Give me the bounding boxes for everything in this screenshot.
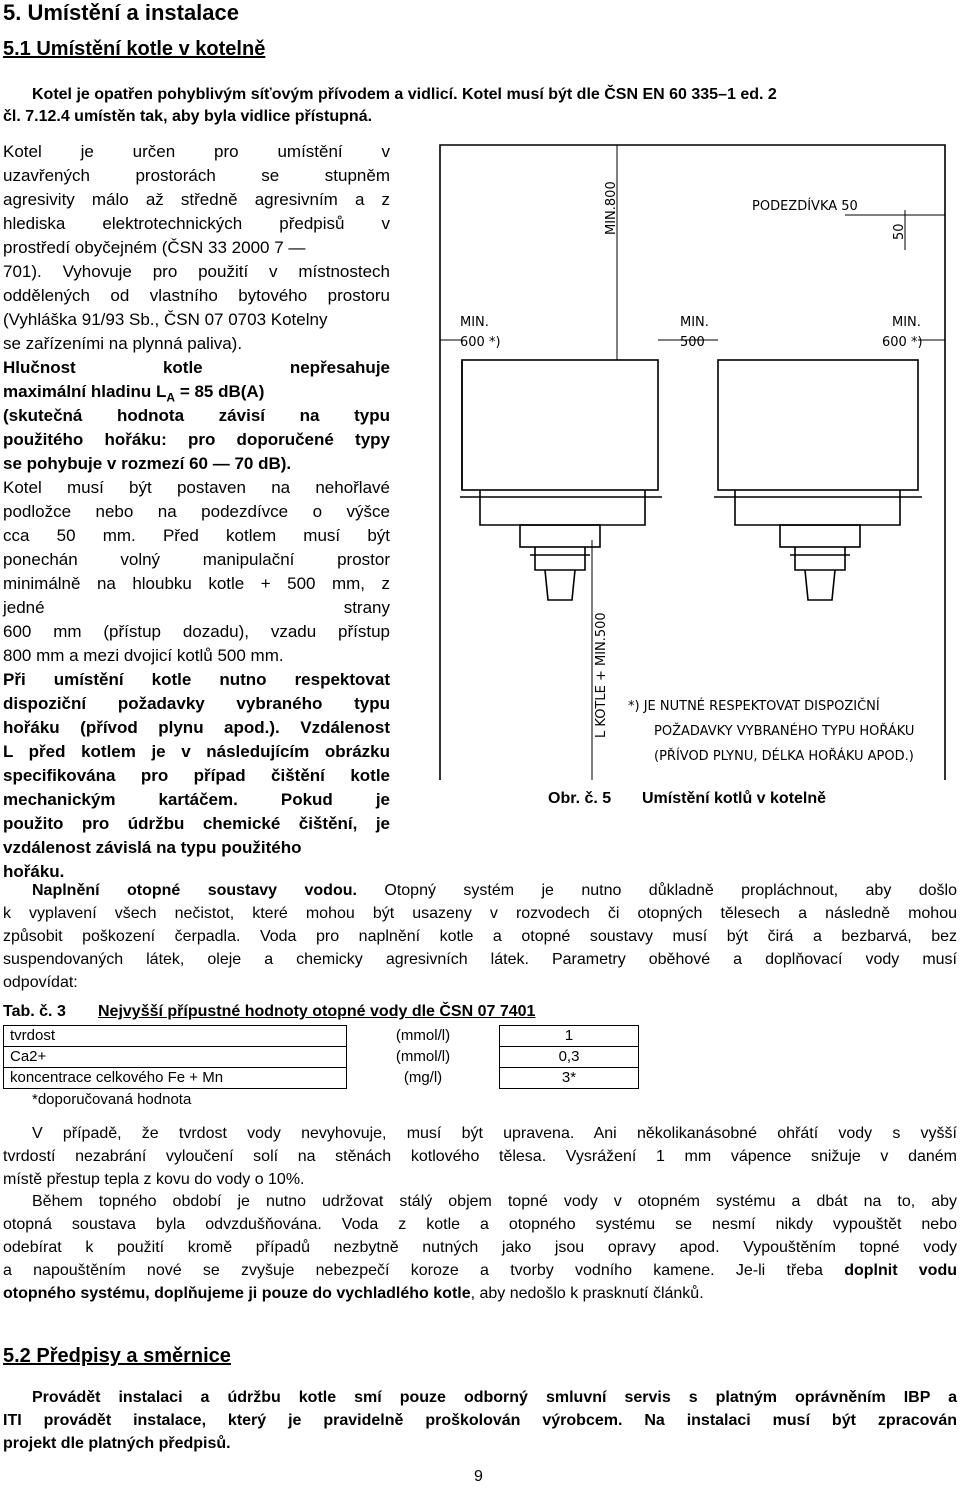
intro-line-2: čl. 7.12.4 umístěn tak, aby byla vidlice přístupná. bbox=[3, 108, 373, 125]
text-line: projekt dle platných předpisů. bbox=[3, 1435, 231, 1452]
heating-bold-2: otopného systému, doplňujeme ji pouze do vychladlého kotle bbox=[3, 1285, 471, 1302]
label-600-left: 600 *) bbox=[460, 335, 501, 350]
text-line: Provádět instalaci a údržbu kotle smí pouze odborný smluvní servis s platným oprávněním IBP a bbox=[32, 1389, 957, 1406]
param-value: 0,3 bbox=[500, 1047, 639, 1068]
noise-value: = 85 dB(A) bbox=[175, 382, 265, 401]
text-line-mixed bbox=[3, 1285, 704, 1303]
param-name: koncentrace celkového Fe + Mn bbox=[4, 1068, 347, 1089]
text-line: jedné strany bbox=[3, 598, 390, 617]
label-podezdivka: PODEZDÍVKA 50 bbox=[752, 199, 858, 214]
param-value: 1 bbox=[500, 1026, 639, 1047]
text-line: (Vyhláška 91/93 Sb., ČSN 07 0703 Kotelny bbox=[3, 310, 328, 329]
page-number: 9 bbox=[474, 1468, 483, 1485]
param-unit: (mg/l) bbox=[403, 1069, 443, 1086]
label-min800: MIN.800 bbox=[604, 181, 619, 235]
table-title-text: Nejvyšší přípustné hodnoty otopné vody dle ČSN 07 7401 bbox=[98, 1003, 536, 1020]
param-unit: (mmol/l) bbox=[395, 1027, 451, 1044]
text-line: Při umístění kotle nutno respektovat bbox=[3, 670, 390, 689]
text-line: V případě, že tvrdost vody nevyhovuje, musí být upravena. Ani několikanásobné ohřátí vody s vyšší bbox=[32, 1125, 957, 1142]
burner-right bbox=[735, 490, 900, 525]
text-line-mixed bbox=[3, 1262, 957, 1280]
heating-paragraph bbox=[3, 1193, 957, 1313]
text-line: se pohybuje v rozmezí 60 — 70 dB). bbox=[3, 454, 292, 473]
text-line: Během topného období je nutno udržovat stálý objem topné vody v otopném systému a dbát na to, aby bbox=[32, 1193, 957, 1210]
figure-caption-number: Obr. č. 5 bbox=[548, 790, 612, 807]
text-line: tvrdostí nezabrání vyloučení solí na stěnách kotlového tělesa. Vysrážení 1 mm vápence snižuje v daném bbox=[3, 1148, 957, 1165]
water-parameters-table bbox=[3, 1025, 639, 1089]
left-column bbox=[3, 142, 390, 881]
boiler-left bbox=[462, 360, 658, 490]
figure-note-3: (PŘÍVOD PLYNU, DÉLKA HOŘÁKU APOD.) bbox=[654, 749, 914, 764]
heating-bold-1: doplnit vodu bbox=[844, 1262, 957, 1279]
burner-left bbox=[480, 490, 645, 525]
text-line: oddělených od vlastního bytového prostoru bbox=[3, 286, 390, 305]
section-5-2-paragraph bbox=[3, 1389, 957, 1459]
filling-text: Otopný systém je nutno důkladně propláchnout, aby došlo bbox=[384, 882, 957, 899]
text-line: místě přestup tepla z kovu do vody o 10%. bbox=[3, 1171, 305, 1188]
table-title-number: Tab. č. 3 bbox=[3, 1003, 66, 1020]
table-row bbox=[4, 1026, 639, 1047]
subsection-heading: 5.1 Umístění kotle v kotelně bbox=[3, 38, 266, 60]
text-line: agresivity málo až středně agresivním a z bbox=[3, 190, 390, 209]
text-line: ITI provádět instalace, který je pravidelně proškolován výrobcem. Na instalaci musí být zpracován bbox=[3, 1412, 957, 1429]
text-line: minimálně na hloubku kotle + 500 mm, z bbox=[3, 574, 390, 593]
text-line: hořáku (přívod plynu apod.). Vzdálenost bbox=[3, 718, 390, 737]
text-line: se zařízeními na plynná paliva). bbox=[3, 334, 243, 353]
param-name: Ca2+ bbox=[4, 1047, 347, 1068]
text-line: specifikována pro případ čištění kotle bbox=[3, 766, 390, 785]
filling-heading: Naplnění otopné soustavy vodou. bbox=[32, 882, 357, 899]
label-600-right: 600 *) bbox=[882, 335, 923, 350]
label-min-middle: MIN. bbox=[680, 315, 709, 330]
heating-text: a napouštěním nové se zvyšuje nebezpečí koroze a tvorby vodního kamene. Je-li třeba bbox=[3, 1262, 823, 1279]
text-line: L před kotlem je v následujícím obrázku bbox=[3, 742, 390, 761]
label-500: 500 bbox=[680, 335, 705, 350]
param-name: tvrdost bbox=[4, 1026, 347, 1047]
text-line: 701). Vyhovuje pro použití v místnostech bbox=[3, 262, 390, 281]
label-50: 50 bbox=[892, 223, 907, 240]
boiler-layout-drawing bbox=[430, 140, 955, 790]
text-line: podložce nebo na podezdívce o výšce bbox=[3, 502, 390, 521]
text-line: otopná soustava byla odvzdušňována. Voda z kotle a otopného systému se nesmí nikdy vypouštět nebo bbox=[3, 1216, 957, 1233]
section-5-2-heading: 5.2 Předpisy a směrnice bbox=[3, 1345, 231, 1367]
text-line: způsobit poškození čerpadla. Voda pro naplnění kotle a otopné soustavy musí být čirá a bezbarvá, bez bbox=[3, 928, 957, 945]
text-line: 800 mm a mezi dvojicí kotlů 500 mm. bbox=[3, 646, 284, 665]
text-line: použito pro údržbu chemické čištění, je bbox=[3, 814, 390, 833]
label-min-left: MIN. bbox=[460, 315, 489, 330]
text-line: hořáku. bbox=[3, 862, 65, 881]
figure-caption-text: Umístění kotlů v kotelně bbox=[642, 790, 827, 807]
text-line: použitého hořáku: pro doporučené typy bbox=[3, 430, 390, 449]
text-line: ponechán volný manipulační prostor bbox=[3, 550, 390, 569]
label-l-kotle: L KOTLE + MIN.500 bbox=[594, 612, 609, 738]
text-line: uzavřených prostorách se stupněm bbox=[3, 166, 390, 185]
section-heading: 5. Umístění a instalace bbox=[3, 0, 239, 25]
param-unit: (mmol/l) bbox=[395, 1048, 451, 1065]
text-line: suspendovaných látek, oleje a chemicky agresivních látek. Parametry oběhové a doplňovací vody musí bbox=[3, 951, 957, 968]
noise-line bbox=[3, 382, 390, 404]
text-line: cca 50 mm. Před kotlem musí být bbox=[3, 526, 390, 545]
text-line: Hlučnost kotle nepřesahuje bbox=[3, 358, 390, 377]
hardness-paragraph bbox=[3, 1125, 957, 1195]
table-row bbox=[4, 1047, 639, 1068]
table-row bbox=[4, 1068, 639, 1089]
noise-text: maximální hladinu L bbox=[3, 382, 167, 401]
text-line: 600 mm (přístup dozadu), vzadu přístup bbox=[3, 622, 390, 641]
text-line: mechanickým kartáčem. Pokud je bbox=[3, 790, 390, 809]
heating-end: , aby nedošlo k prasknutí článků. bbox=[470, 1285, 704, 1302]
text-line: odebírat k použití kromě případů nezbytně nutných jako jsou opravy apod. Vypouštěním topné vody bbox=[3, 1239, 957, 1256]
text-line: vzdálenost závislá na typu použitého bbox=[3, 838, 302, 857]
intro-line-1: Kotel je opatřen pohyblivým síťovým přívodem a vidlicí. Kotel musí být dle ČSN EN 60 335–1 ed. 2 bbox=[32, 86, 777, 103]
boiler-right bbox=[718, 360, 918, 490]
label-min-right: MIN. bbox=[892, 315, 921, 330]
text-line: Kotel je určen pro umístění v bbox=[3, 142, 390, 161]
figure-note-1: *) JE NUTNÉ RESPEKTOVAT DISPOZIČNÍ bbox=[628, 699, 880, 714]
text-line: prostředí obyčejném (ČSN 33 2000 7 — bbox=[3, 238, 306, 257]
table-footnote: *doporučovaná hodnota bbox=[32, 1091, 192, 1108]
param-value: 3* bbox=[500, 1068, 639, 1089]
text-line: dispoziční požadavky vybraného typu bbox=[3, 694, 390, 713]
text-line: odpovídat: bbox=[3, 974, 78, 991]
figure-note-2: POŽADAVKY VYBRANÉHO TYPU HOŘÁKU bbox=[654, 724, 915, 739]
text-line: k vyplavení všech nečistot, které mohou být usazeny v rozvodech či otopných tělesech a následně mohou bbox=[3, 905, 957, 922]
text-line: hlediska elektrotechnických předpisů v bbox=[3, 214, 390, 233]
text-line: Kotel musí být postaven na nehořlavé bbox=[3, 478, 390, 497]
filling-line-1 bbox=[32, 882, 957, 900]
noise-subscript: A bbox=[166, 390, 176, 405]
room-wall bbox=[440, 145, 945, 780]
text-line: (skutečná hodnota závisí na typu bbox=[3, 406, 390, 425]
